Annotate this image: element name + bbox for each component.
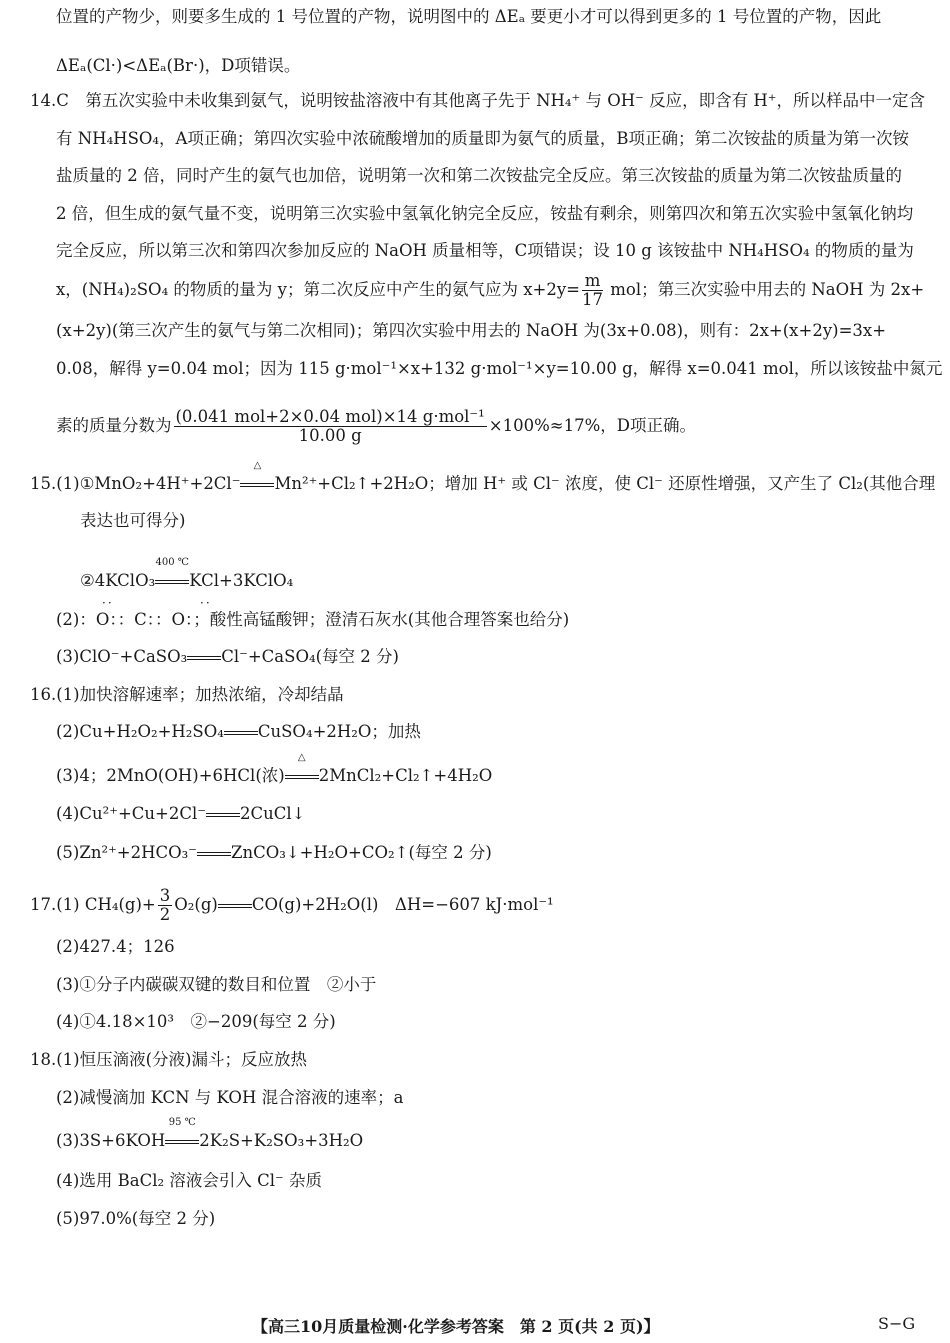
text: 17.(1) CH₄(g)+ (30, 895, 156, 914)
text: Mn²⁺+Cl₂↑+2H₂O；增加 H⁺ 或 Cl⁻ 浓度，使 Cl⁻ 还原性增强，又产生了 Cl₂(其他合理 (274, 474, 936, 493)
q15-part3 (56, 646, 399, 668)
numerator: (0.041 mol+2×0.04 mol)×14 g·mol⁻¹ (175, 407, 485, 426)
reaction-arrow (285, 752, 319, 787)
text: (3)ClO⁻+CaSO₃ (56, 647, 188, 666)
condition: △ (297, 752, 306, 763)
fraction (582, 272, 603, 309)
reaction-arrow (240, 460, 274, 495)
paper-code: S−G (878, 1314, 916, 1333)
q18-part2: (2)减慢滴加 KCN 与 KOH 混合溶液的速率；a (56, 1088, 404, 1107)
reaction-arrow (224, 721, 258, 743)
electron-dots: ·· (200, 596, 212, 610)
fraction (158, 887, 173, 924)
q18-part1: 18.(1)恒压滴液(分液)漏斗；反应放热 (30, 1050, 307, 1069)
q14-line1: 14.C 第五次实验中未收集到氨气，说明铵盐溶液中有其他离子先于 NH₄⁺ 与 OH⁻ 反应，即含有 H⁺，所以样品中一定含 (30, 91, 925, 110)
reaction-arrow (165, 1117, 199, 1152)
text: (3)3S+6KOH (56, 1131, 166, 1150)
reaction-arrow (155, 557, 189, 592)
q17-part2: (2)427.4；126 (56, 937, 175, 956)
text: (2)Cu+H₂O₂+H₂SO₄ (56, 722, 224, 741)
text: mol；第三次实验中用去的 NaOH 为 2x+ (605, 280, 925, 299)
q14-line5: 完全反应，所以第三次和第四次参加反应的 NaOH 质量相等，C项错误；设 10 g 该铵盐中 NH₄HSO₄ 的物质的量为 (56, 241, 914, 260)
q16-part4 (56, 803, 305, 825)
q13-line2: ΔEₐ(Cl·)<ΔEₐ(Br·)，D项错误。 (56, 56, 301, 75)
text: ×100%≈17%，D项正确。 (488, 416, 696, 435)
numerator: 3 (159, 886, 171, 905)
text: 2MnCl₂+Cl₂↑+4H₂O (318, 766, 493, 785)
condition: 95 ℃ (168, 1117, 196, 1128)
reaction-arrow (197, 842, 231, 864)
electron-dots: ·· (102, 596, 114, 610)
condition: 400 ℃ (155, 557, 189, 568)
reaction-arrow (218, 894, 252, 916)
q16-part3 (56, 752, 493, 787)
q14-line3: 盐质量的 2 倍，同时产生的氨气也加倍，说明第一次和第二次铵盐完全反应。第三次铵盐的质量为第二次铵盐质量的 (56, 166, 902, 185)
text: 2K₂S+K₂SO₃+3H₂O (199, 1131, 364, 1150)
q17-part3: (3)①分子内碳碳双键的数目和位置 ②小于 (56, 975, 377, 994)
q15-part1 (30, 460, 936, 495)
q14-line9 (56, 408, 696, 445)
q14-line8: 0.08，解得 y=0.04 mol；因为 115 g·mol⁻¹×x+132 g·mol⁻¹×y=10.00 g，解得 x=0.041 mol，所以该铵盐中氮元 (56, 359, 943, 378)
q17-part1 (30, 887, 554, 924)
condition: △ (253, 460, 262, 471)
text: Cl⁻+CaSO₄(每空 2 分) (221, 647, 399, 666)
text: 2CuCl↓ (239, 804, 306, 823)
text: x，(NH₄)₂SO₄ 的物质的量为 y；第二次反应中产生的氨气应为 x+2y= (56, 280, 581, 299)
q16-part2 (56, 721, 421, 743)
q16-part5 (56, 842, 492, 864)
page-footer: 【高三10月质量检测·化学参考答案 第 2 页(共 2 页)】 (252, 1317, 660, 1336)
q14-line6 (56, 272, 924, 309)
q14-line4: 2 倍，但生成的氨气量不变，说明第三次实验中氢氧化钠完全反应，铵盐有剩余，则第四次和第五次实验中氢氧化钠均 (56, 204, 914, 223)
numerator: m (582, 272, 603, 291)
q15-part1-cont: 表达也可得分) (80, 511, 186, 530)
denominator: 2 (159, 905, 171, 924)
fraction (174, 408, 487, 445)
text: CuSO₄+2H₂O；加热 (257, 722, 421, 741)
q18-part5: (5)97.0%(每空 2 分) (56, 1209, 216, 1228)
text: (3)4；2MnO(OH)+6HCl(浓) (56, 766, 285, 785)
denominator: 10.00 g (298, 426, 362, 445)
text: CO(g)+2H₂O(l) ΔH=−607 kJ·mol⁻¹ (251, 895, 554, 914)
q14-line2: 有 NH₄HSO₄，A项正确；第四次实验中浓硫酸增加的质量即为氨气的质量，B项正确；第二次铵盐的质量为第一次铵 (56, 129, 910, 148)
q14-line7: (x+2y)(第三次产生的氨气与第二次相同)；第四次实验中用去的 NaOH 为(3x+0.08)，则有：2x+(x+2y)=3x+ (56, 321, 887, 340)
text: 15.(1)①MnO₂+4H⁺+2Cl⁻ (30, 474, 241, 493)
reaction-arrow (206, 803, 240, 825)
text: O₂(g) (174, 895, 218, 914)
text: ZnCO₃↓+H₂O+CO₂↑(每空 2 分) (230, 843, 492, 862)
reaction-arrow (187, 646, 221, 668)
q13-line1: 位置的产物少，则要多生成的 1 号位置的产物，说明图中的 ΔEₐ 要更小才可以得到更多的 1 号位置的产物，因此 (56, 7, 882, 26)
q18-part4: (4)选用 BaCl₂ 溶液会引入 Cl⁻ 杂质 (56, 1171, 322, 1190)
denominator: 17 (582, 290, 604, 309)
q15-part1-2 (80, 557, 294, 592)
text: (5)Zn²⁺+2HCO₃⁻ (56, 843, 197, 862)
q17-part4: (4)①4.18×10³ ②−209(每空 2 分) (56, 1012, 336, 1031)
text: 素的质量分数为 (56, 416, 172, 435)
q16-part1: 16.(1)加快溶解速率；加热浓缩，冷却结晶 (30, 685, 344, 704)
text: KCl+3KClO₄ (189, 571, 294, 590)
text: (4)Cu²⁺+Cu+2Cl⁻ (56, 804, 206, 823)
text: ②4KClO₃ (80, 571, 156, 590)
q15-part2: (2)：O：：C：：O：；酸性高锰酸钾；澄清石灰水(其他合理答案也给分) (56, 610, 570, 629)
q18-part3 (56, 1117, 364, 1152)
